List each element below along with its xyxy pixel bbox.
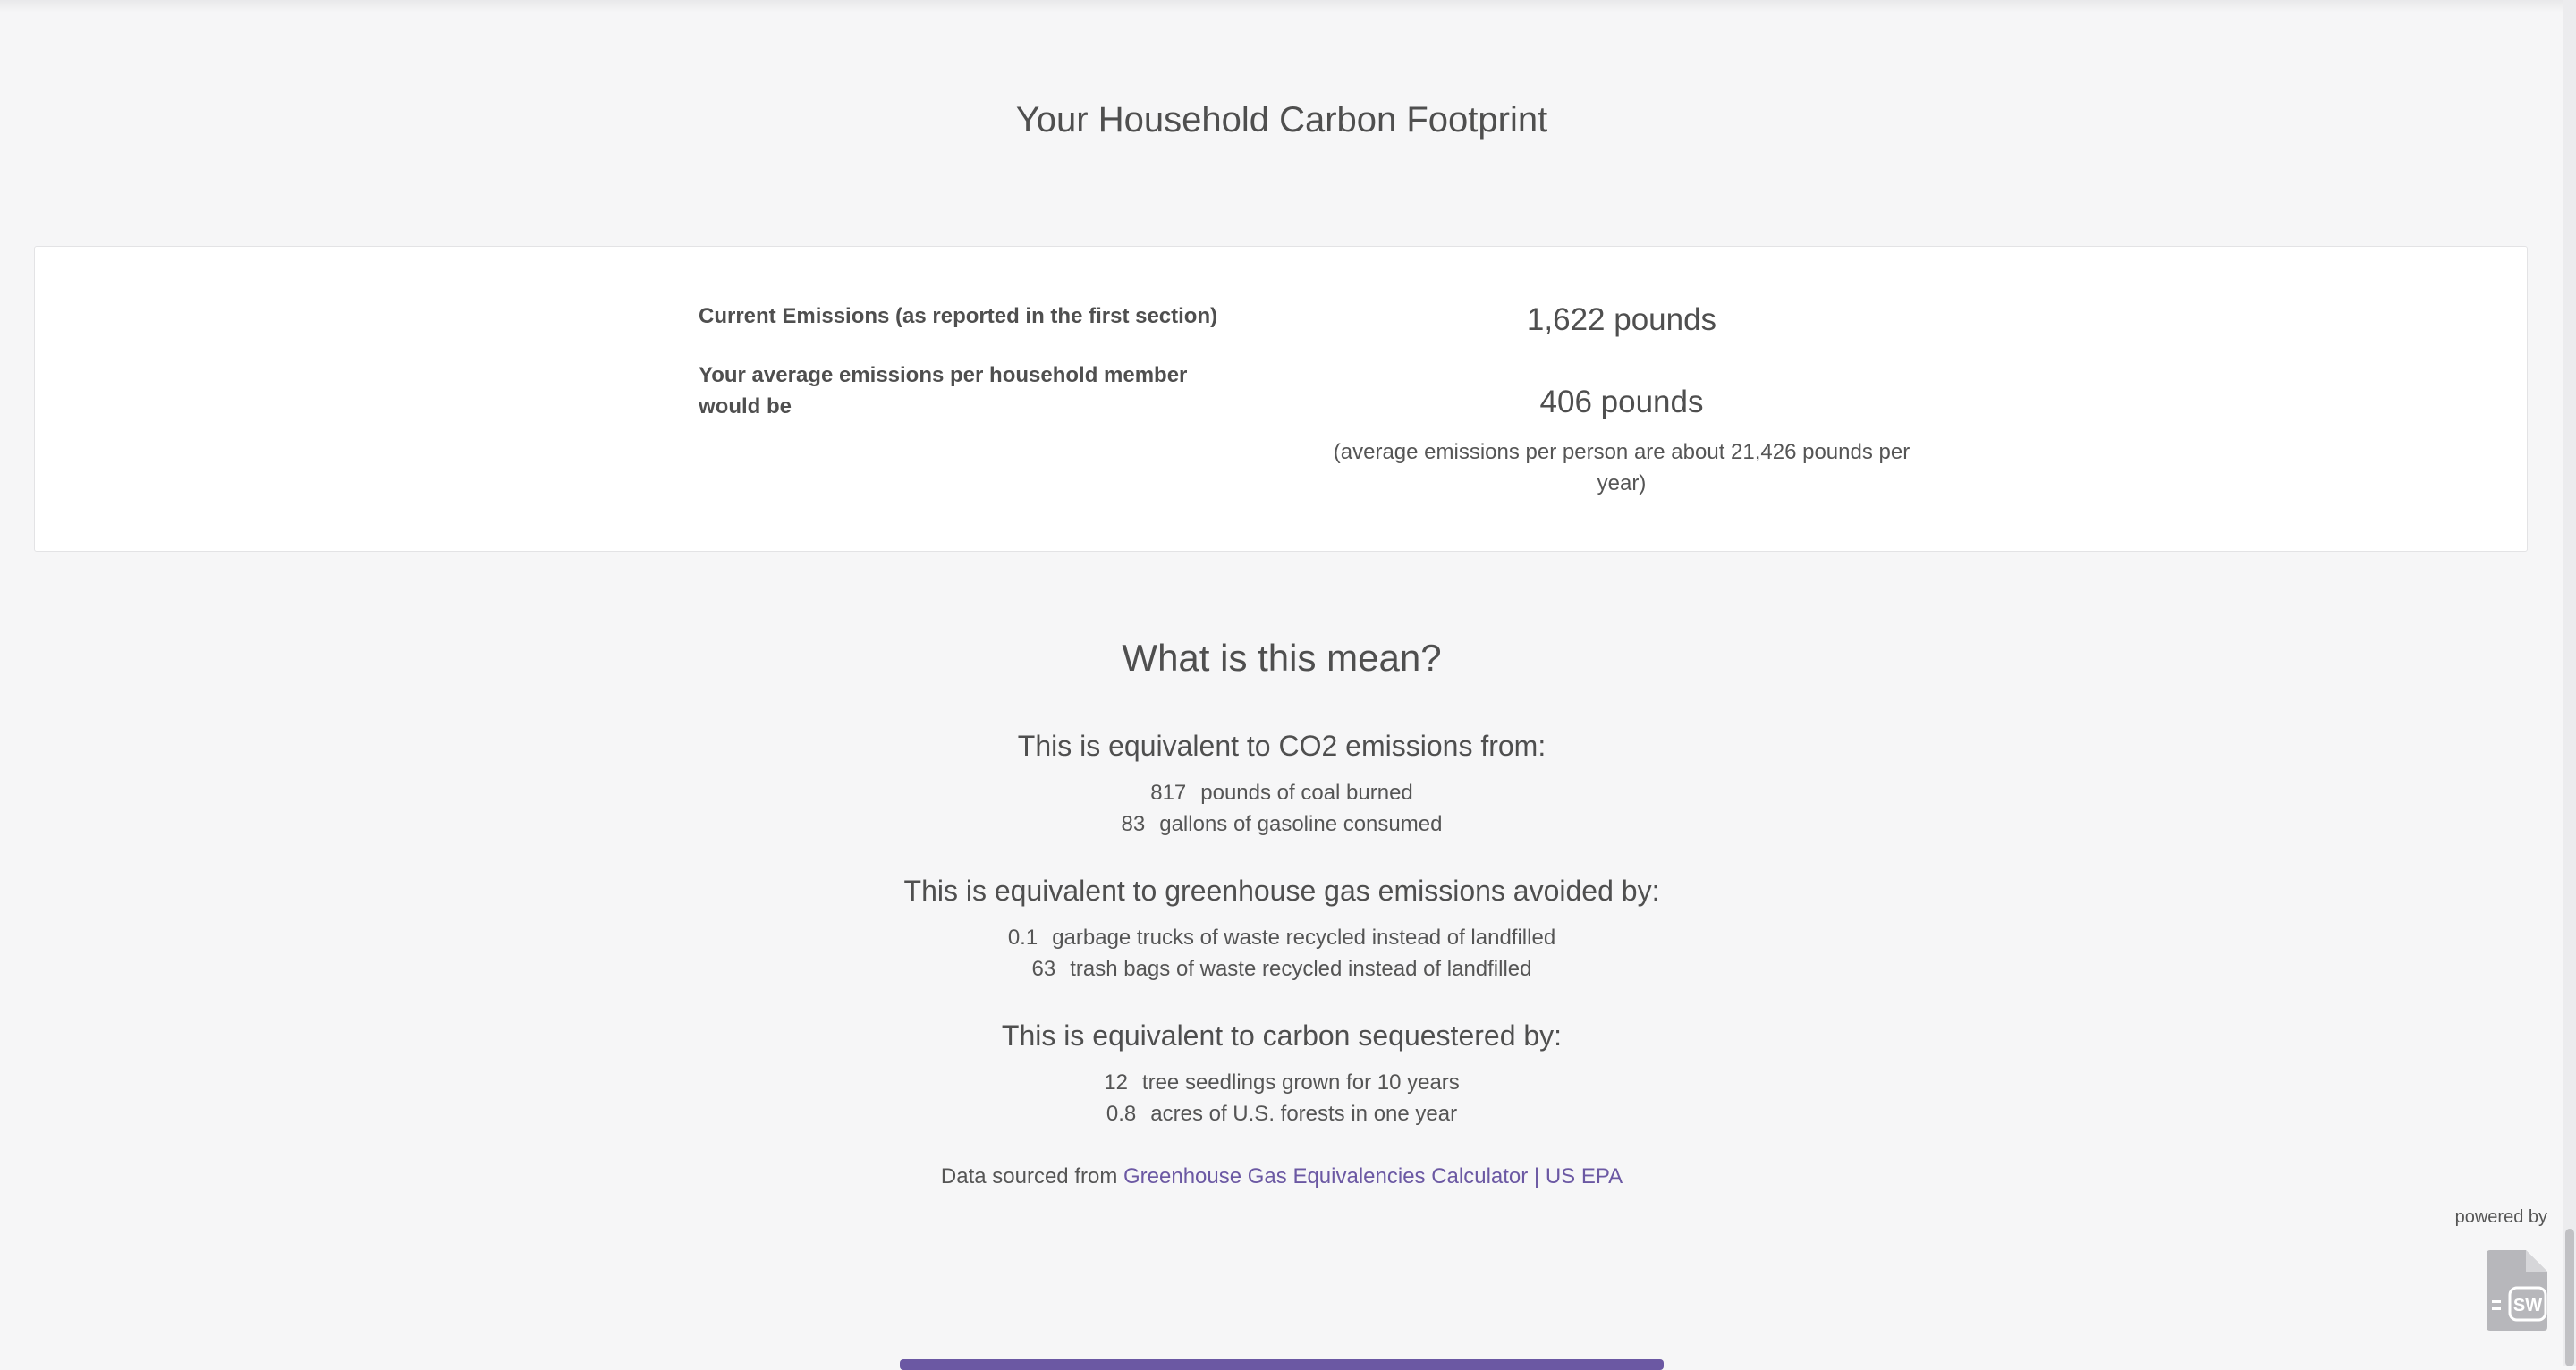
average-emissions-value: 406 pounds [1539, 385, 1704, 419]
co2-item [0, 812, 2563, 837]
item-number: 83 [1121, 812, 1146, 836]
item-number: 0.1 [1007, 926, 1038, 950]
item-text: gallons of gasoline consumed [1159, 812, 1443, 836]
current-emissions-value: 1,622 pounds [1526, 302, 1717, 337]
co2-heading: This is equivalent to CO2 emissions from: [1017, 730, 1546, 762]
carbon-item [0, 1070, 2563, 1095]
average-emissions-label: Your average emissions per household member would be [699, 363, 1188, 419]
average-emissions-note: (average emissions per person are about 21,426 pounds per year) [1333, 440, 1911, 495]
current-emissions-label: Current Emissions (as reported in the first section) [699, 304, 1218, 328]
item-text: tree seedlings grown for 10 years [1141, 1070, 1460, 1095]
item-text: acres of U.S. forests in one year [1150, 1102, 1458, 1126]
data-source [0, 1164, 2563, 1189]
carbon-item [0, 1102, 2563, 1127]
bottom-action-bar[interactable] [900, 1359, 1664, 1370]
item-number: 63 [1031, 957, 1056, 981]
co2-item [0, 781, 2563, 806]
source-prefix: Data sourced from [940, 1164, 1118, 1188]
results-card [34, 246, 2528, 552]
meaning-title: What is this mean? [1122, 637, 1442, 679]
page-title: Your Household Carbon Footprint [1015, 100, 1548, 140]
item-number: 817 [1150, 781, 1187, 805]
ghg-heading: This is equivalent to greenhouse gas emissions avoided by: [903, 875, 1660, 907]
ghg-item [0, 926, 2563, 951]
ghg-item [0, 957, 2563, 982]
scrollbar[interactable] [2563, 0, 2576, 1366]
item-text: pounds of coal burned [1200, 781, 1413, 805]
item-number: 0.8 [1106, 1102, 1137, 1126]
top-shadow [0, 0, 2563, 13]
item-number: 12 [1104, 1070, 1128, 1095]
epa-calculator-link[interactable]: Greenhouse Gas Equivalencies Calculator | US EPA [1123, 1164, 1623, 1188]
carbon-heading: This is equivalent to carbon sequestered by: [1001, 1019, 1563, 1052]
item-text: garbage trucks of waste recycled instead of landfilled [1052, 926, 1556, 950]
logo-text: SW [2512, 1296, 2543, 1315]
powered-by-text: powered by [2454, 1207, 2547, 1227]
item-text: trash bags of waste recycled instead of landfilled [1070, 957, 1532, 981]
document-icon[interactable] [2483, 1248, 2551, 1332]
scrollbar-thumb[interactable] [2565, 1229, 2574, 1366]
